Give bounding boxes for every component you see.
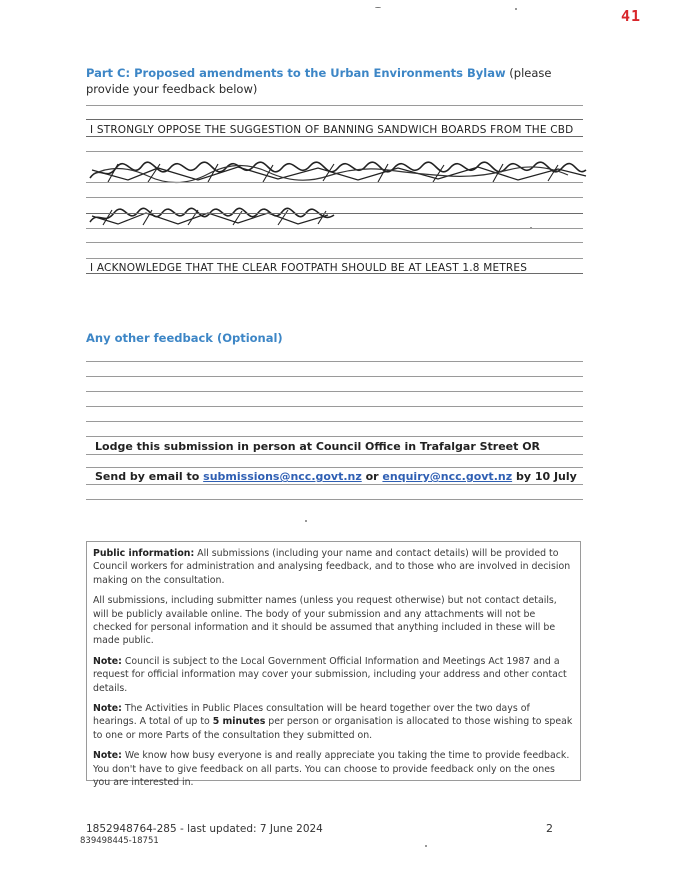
response-line [86,242,583,243]
info-paragraph-thanks [93,749,574,789]
feedback-line [86,499,583,500]
part-c-title: Part C: Proposed amendments to the Urban Environments Bylaw [86,66,506,80]
handwritten-response-2: I ACKNOWLEDGE THAT THE CLEAR FOOTPATH SHOULD BE AT LEAST 1.8 METRES [90,262,528,274]
footer-document-id: 1852948764-285 - last updated: 7 June 2024 [86,823,323,835]
public-information-box [86,541,581,789]
crossed-out-writing [88,207,348,229]
info-emphasis: 5 minutes [212,716,266,728]
feedback-line [86,467,583,468]
info-text: Council is subject to the Local Government Official Information and Meetings Act 1987 and a request for official information may cover your submission, including your address and other contact details. [93,655,567,694]
scan-speck [375,7,381,8]
scan-speck [305,520,307,522]
feedback-line [86,454,583,455]
lodge-in-person-text: Lodge this submission in person at Council Office in Trafalgar Street OR [95,440,541,453]
info-text: All submissions, including submitter names (unless you request otherwise) but not contact details, will be publicly available online. The body of your submission and any attachments will not be checked for personal information and it should be assumed that anything included in these will be made public. [93,595,557,647]
email-mid: or [361,470,383,483]
handwritten-response-1: I STRONGLY OPPOSE THE SUGGESTION OF BANNING SANDWICH BOARDS FROM THE CBD [90,124,574,136]
feedback-line [86,436,583,437]
scan-speck [515,8,517,10]
info-label: Note: [93,750,122,762]
feedback-line [86,484,583,485]
response-line [86,228,583,229]
info-paragraph-lgoima [93,655,574,695]
enquiry-email-link[interactable]: enquiry@ncc.govt.nz [382,470,513,483]
info-label: Public information: [93,548,195,559]
info-text: We know how busy everyone is and really appreciate you taking the time to provide feedback. You don't have to give feedback on all parts. You can choose to provide feedback only on the ones you are interested in. [93,750,570,789]
response-line [86,182,583,183]
info-paragraph-public [93,547,574,587]
info-label: Note: [93,655,122,667]
info-text: The Activities in Public Places consultation will be heard together over the two days of hearings. A total of up to [93,703,530,728]
scan-speck [425,845,427,847]
response-line [86,119,583,120]
page-marker: 41 [620,7,641,25]
info-text: All submissions (including your name and contact details) will be provided to Council workers for administration and analysing feedback, and to those who are involved in decision making on the consultation. [93,548,571,586]
info-paragraph-hearings [93,702,574,742]
info-text: per person or organisation is allocated to those wishing to speak to one or more Parts of the consultation they submitted on. [93,716,573,741]
response-line [86,151,583,152]
feedback-line [86,391,583,392]
info-paragraph-publication [93,594,574,648]
lodge-email-text [95,470,577,483]
response-line [86,273,583,274]
response-line [86,136,583,137]
part-c-heading [86,65,586,97]
footer-reference-code: 839498445-18751 [80,836,159,846]
feedback-line [86,361,583,362]
response-line [86,213,583,214]
feedback-line [86,421,583,422]
feedback-line [86,406,583,407]
other-feedback-heading: Any other feedback (Optional) [86,331,283,345]
part-c-instruction: (please provide your feedback below) [86,66,552,96]
email-prefix: Send by email to [95,470,204,483]
response-line [86,258,583,259]
footer-page-number: 2 [546,822,553,835]
submissions-email-link[interactable]: submissions@ncc.govt.nz [203,470,362,483]
feedback-line [86,376,583,377]
response-line [86,197,583,198]
response-line [86,105,583,106]
info-label: Note: [93,703,122,715]
email-suffix: by 10 July [512,470,577,483]
